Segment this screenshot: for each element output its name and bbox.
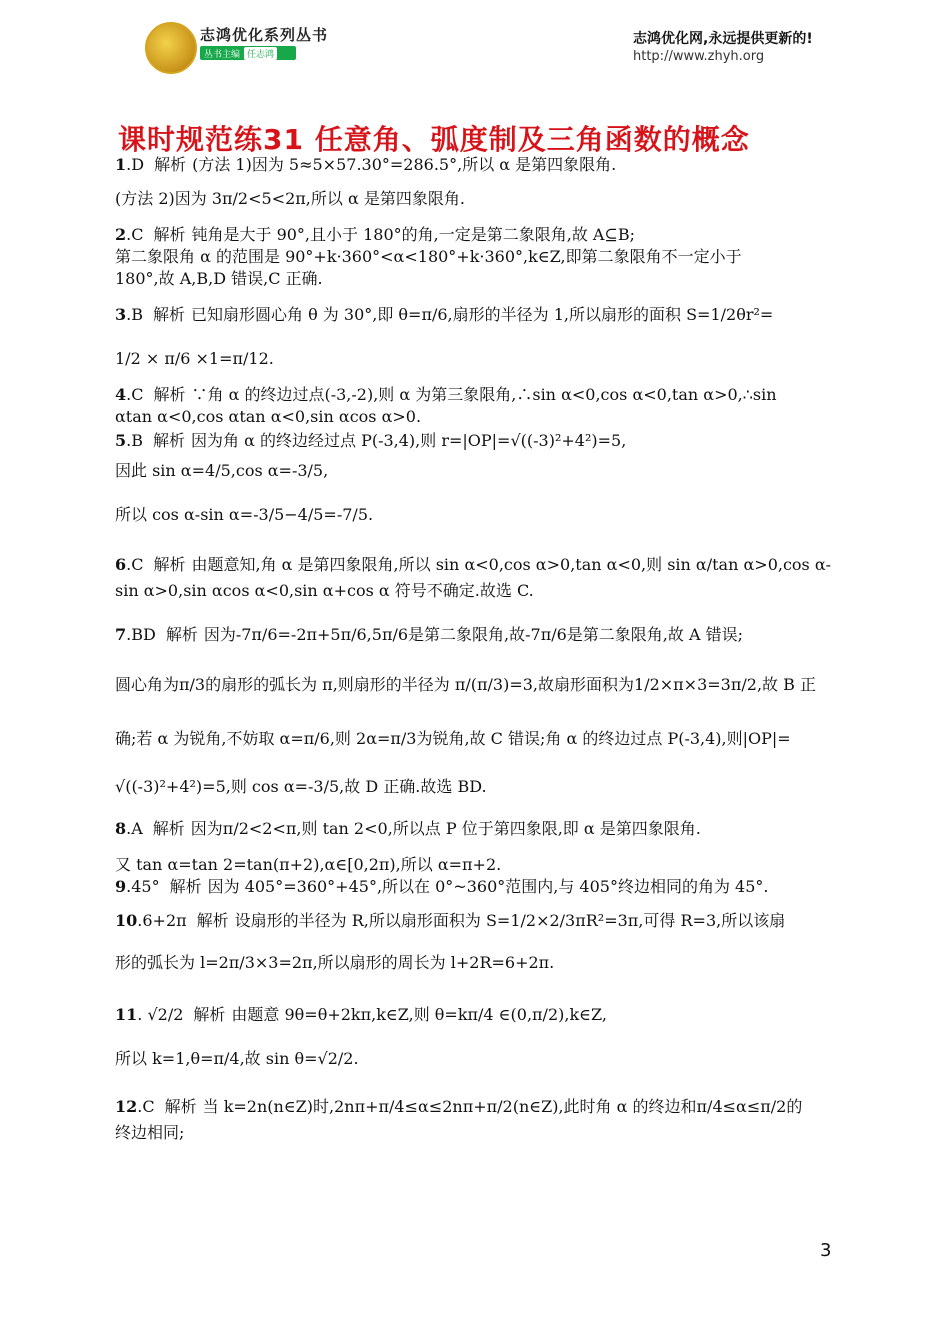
answer-choice: .B: [126, 305, 143, 324]
answer-line: [115, 224, 635, 246]
answer-line: [115, 728, 791, 750]
analysis-text: √((-3)²+4²)=5,则 cos α=-3/5,故 D 正确.故选 BD.: [115, 777, 487, 796]
analysis-text: 由题意 9θ=θ+2kπ,k∈Z,则 θ=kπ/4 ∈(0,π/2),k∈Z,: [231, 1005, 607, 1024]
brand-seal-icon: [145, 22, 197, 74]
answer-choice: .C: [137, 1097, 155, 1116]
answer-line: [115, 624, 743, 646]
answer-line: [115, 504, 373, 526]
answer-choice: .C: [126, 555, 144, 574]
answer-choice: .C: [126, 385, 144, 404]
analysis-text: 圆心角为π/3的扇形的弧长为 π,则扇形的半径为 π/(π/3)=3,故扇形面积为1/2×π×3=3π/2,故 B 正: [115, 675, 816, 694]
answer-line: [115, 268, 323, 290]
answer-line: [115, 554, 831, 576]
answer-choice: .A: [126, 819, 143, 838]
analysis-label: 解析: [152, 305, 185, 324]
analysis-text: 已知扇形圆心角 θ 为 30°,即 θ=π/6,扇形的半径为 1,所以扇形的面积 S=1/2θr²=: [191, 305, 774, 324]
analysis-label: 解析: [153, 225, 186, 244]
answer-line: [115, 818, 701, 840]
answer-line: [115, 876, 769, 898]
question-number: 9: [115, 877, 127, 896]
answer-line: [115, 348, 274, 370]
answer-choice: .D: [126, 155, 145, 174]
analysis-text: 又 tan α=tan 2=tan(π+2),α∈[0,2π),所以 α=π+2.: [115, 855, 502, 874]
analysis-text: 第二象限角 α 的范围是 90°+k·360°<α<180°+k·360°,k∈Z,即第二象限角不一定小于: [115, 247, 742, 266]
answer-line: [115, 776, 487, 798]
question-number: 10: [115, 911, 138, 930]
answer-line: [115, 910, 785, 932]
question-number: 5: [115, 431, 127, 450]
slogan: 志鸿优化网,永远提供更新的!: [633, 31, 813, 47]
analysis-text: sin α>0,sin αcos α<0,sin α+cos α 符号不确定.故选 C.: [115, 581, 534, 600]
analysis-label: 解析: [152, 431, 185, 450]
answer-line: [115, 430, 626, 452]
question-number: 3: [115, 305, 127, 324]
question-number: 7: [115, 625, 127, 644]
question-number: 6: [115, 555, 127, 574]
answer-choice: .BD: [126, 625, 156, 644]
brand-name: 志鸿优化系列丛书: [200, 26, 329, 44]
analysis-label: 解析: [164, 1097, 197, 1116]
answer-line: [115, 460, 328, 482]
answer-line: [115, 1048, 359, 1070]
answer-choice: .6+2π: [137, 911, 187, 930]
analysis-text: 确;若 α 为锐角,不妨取 α=π/6,则 2α=π/3为锐角,故 C 错误;角 α 的终边过点 P(-3,4),则|OP|=: [115, 729, 791, 748]
analysis-text: 所以 k=1,θ=π/4,故 sin θ=√2/2.: [115, 1049, 359, 1068]
page-header: [0, 18, 950, 80]
answer-line: [115, 188, 465, 210]
brand-sub-badge: [200, 46, 296, 60]
analysis-text: ∵角 α 的终边过点(-3,-2),则 α 为第三象限角,∴sin α<0,cos α<0,tan α>0,∴sin: [191, 385, 777, 404]
analysis-label: 解析: [154, 155, 187, 174]
analysis-text: 因为π/2<2<π,则 tan 2<0,所以点 P 位于第四象限,即 α 是第四象限角.: [190, 819, 701, 838]
answer-line: [115, 1096, 802, 1118]
answer-line: [115, 1004, 607, 1026]
analysis-text: 设扇形的半径为 R,所以扇形面积为 S=1/2×2/3πR²=3π,可得 R=3,所以该扇: [234, 911, 786, 930]
question-number: 12: [115, 1097, 138, 1116]
answer-choice: .45°: [126, 877, 160, 896]
analysis-label: 解析: [153, 385, 186, 404]
answer-line: [115, 952, 554, 974]
analysis-text: 1/2 × π/6 ×1=π/12.: [115, 349, 274, 368]
answer-line: [115, 246, 742, 268]
answer-line: [115, 304, 773, 326]
page-title: 课时规范练31 任意角、弧度制及三角函数的概念: [118, 123, 750, 156]
editor-name: 任志鸿: [244, 47, 277, 60]
analysis-text: 因此 sin α=4/5,cos α=-3/5,: [115, 461, 329, 480]
answer-choice: .B: [126, 431, 143, 450]
page-number: 3: [820, 1240, 832, 1261]
question-number: 1: [115, 155, 127, 174]
question-number: 11: [115, 1005, 138, 1024]
analysis-text: 所以 cos α-sin α=-3/5−4/5=-7/5.: [115, 505, 374, 524]
answer-line: [115, 580, 534, 602]
question-number: 8: [115, 819, 127, 838]
answer-choice: .C: [126, 225, 144, 244]
analysis-text: 180°,故 A,B,D 错误,C 正确.: [115, 269, 323, 288]
answer-line: [115, 1122, 184, 1144]
answer-line: [115, 154, 616, 176]
analysis-label: 解析: [165, 625, 198, 644]
analysis-label: 解析: [196, 911, 229, 930]
analysis-label: 解析: [152, 819, 185, 838]
analysis-text: αtan α<0,cos αtan α<0,sin αcos α>0.: [115, 407, 422, 426]
analysis-label: 解析: [169, 877, 202, 896]
answer-choice: . √2/2: [137, 1005, 184, 1024]
site-url[interactable]: http://www.zhyh.org: [633, 49, 765, 64]
analysis-text: 由题意知,角 α 是第四象限角,所以 sin α<0,cos α>0,tan α<0,则 sin α/tan α>0,cos α-: [191, 555, 832, 574]
answer-line: [115, 384, 777, 406]
analysis-text: 因为-7π/6=-2π+5π/6,5π/6是第二象限角,故-7π/6是第二象限角,故 A 错误;: [203, 625, 743, 644]
analysis-text: 因为角 α 的终边经过点 P(-3,4),则 r=|OP|=√((-3)²+4²)=5,: [191, 431, 627, 450]
sub-label: 丛书主编: [204, 49, 241, 60]
analysis-text: 因为 405°=360°+45°,所以在 0°~360°范围内,与 405°终边相同的角为 45°.: [207, 877, 769, 896]
analysis-label: 解析: [193, 1005, 226, 1024]
answer-line: [115, 674, 816, 696]
analysis-text: 终边相同;: [115, 1123, 185, 1142]
analysis-text: 当 k=2n(n∈Z)时,2nπ+π/4≤α≤2nπ+π/2(n∈Z),此时角 α 的终边和π/4≤α≤π/2的: [202, 1097, 803, 1116]
answer-line: [115, 406, 421, 428]
question-number: 4: [115, 385, 127, 404]
analysis-text: 钝角是大于 90°,且小于 180°的角,一定是第二象限角,故 A⊆B;: [191, 225, 636, 244]
analysis-text: 形的弧长为 l=2π/3×3=2π,所以扇形的周长为 l+2R=6+2π.: [115, 953, 555, 972]
analysis-label: 解析: [153, 555, 186, 574]
analysis-text: (方法 1)因为 5≈5×57.30°=286.5°,所以 α 是第四象限角.: [192, 155, 617, 174]
question-number: 2: [115, 225, 127, 244]
answer-line: [115, 854, 501, 876]
analysis-text: (方法 2)因为 3π/2<5<2π,所以 α 是第四象限角.: [115, 189, 465, 208]
